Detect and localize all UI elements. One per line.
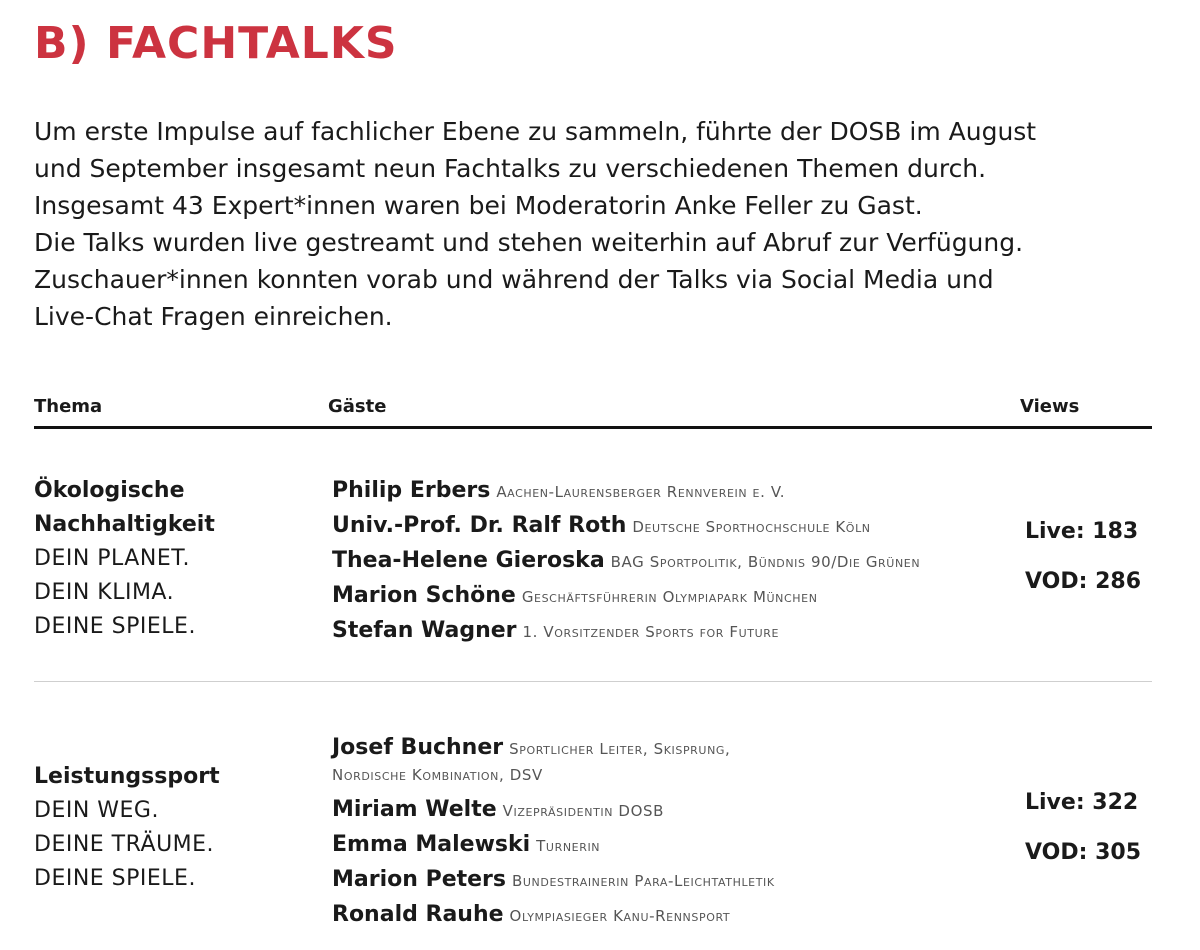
views-cell <box>1025 507 1141 607</box>
column-header-gaeste: Gäste <box>328 396 387 417</box>
topic-name: Leistungssport <box>34 764 220 789</box>
intro-line: und September insgesamt neun Fachtalks zu verschiedenen Themen durch. <box>34 154 987 183</box>
guest-role: Bundestrainerin Para-Leichtathletik <box>512 872 775 890</box>
guest-name: Marion Schöne <box>332 583 516 608</box>
topic-cell <box>34 760 314 896</box>
topic-slogan: DEINE SPIELE. <box>34 614 196 639</box>
topic-name: Nachhaltigkeit <box>34 512 215 537</box>
guest-entry <box>332 734 1012 787</box>
views-vod-value: 305 <box>1095 840 1142 865</box>
views-vod <box>1025 828 1141 878</box>
topic-name: Ökologische <box>34 478 185 503</box>
guest-name: Stefan Wagner <box>332 618 517 643</box>
intro-line: Um erste Impulse auf fachlicher Ebene zu sammeln, führte der DOSB im August <box>34 117 1037 146</box>
views-live <box>1025 778 1141 828</box>
guest-name: Emma Malewski <box>332 832 531 857</box>
guest-role: 1. Vorsitzender Sports for Future <box>522 623 780 641</box>
guest-role: BAG Sportpolitik, Bündnis 90/Die Grünen <box>610 553 921 571</box>
guest-entry <box>332 579 1012 614</box>
page-title: B) FACHTALKS <box>34 18 398 69</box>
guest-role: Olympiasieger Kanu-Rennsport <box>509 907 731 925</box>
guest-role: Deutsche Sporthochschule Köln <box>632 518 871 536</box>
guests-cell <box>332 474 1012 649</box>
views-live-label: Live: <box>1025 519 1085 544</box>
views-vod-value: 286 <box>1095 569 1142 594</box>
guest-role: Sportlicher Leiter, Skisprung, <box>509 740 731 758</box>
table-header <box>34 394 1152 429</box>
topic-slogan: DEIN KLIMA. <box>34 580 175 605</box>
topic-slogan: DEIN WEG. <box>34 798 159 823</box>
topic-cell <box>34 474 314 644</box>
views-live-label: Live: <box>1025 790 1085 815</box>
views-vod <box>1025 557 1141 607</box>
views-live <box>1025 507 1141 557</box>
column-header-thema: Thema <box>34 396 103 417</box>
views-vod-label: VOD: <box>1025 569 1088 594</box>
row-divider <box>34 681 1152 682</box>
guest-name: Marion Peters <box>332 867 506 892</box>
guest-entry <box>332 828 1012 863</box>
guest-entry <box>332 793 1012 828</box>
views-vod-label: VOD: <box>1025 840 1088 865</box>
views-live-value: 183 <box>1092 519 1139 544</box>
guest-name: Univ.-Prof. Dr. Ralf Roth <box>332 513 627 538</box>
guest-role: Geschäftsführerin Olympiapark München <box>521 588 818 606</box>
intro-line: Die Talks wurden live gestreamt und stehen weiterhin auf Abruf zur Verfügung. <box>34 228 1024 257</box>
guest-name: Miriam Welte <box>332 797 497 822</box>
topic-slogan: DEIN PLANET. <box>34 546 191 571</box>
guest-entry <box>332 474 1012 509</box>
topic-slogan: DEINE TRÄUME. <box>34 832 215 857</box>
guest-name: Josef Buchner <box>332 735 504 760</box>
views-live-value: 322 <box>1092 790 1139 815</box>
guest-role: Turnerin <box>536 837 601 855</box>
guest-entry <box>332 614 1012 649</box>
guest-entry <box>332 898 1012 933</box>
guest-role: Aachen-Laurensberger Rennverein e. V. <box>496 483 786 501</box>
topic-slogan: DEINE SPIELE. <box>34 866 196 891</box>
intro-line: Insgesamt 43 Expert*innen waren bei Moderatorin Anke Feller zu Gast. <box>34 191 923 220</box>
column-header-views: Views <box>1020 396 1080 417</box>
guest-name: Philip Erbers <box>332 478 491 503</box>
guest-entry <box>332 509 1012 544</box>
views-cell <box>1025 778 1141 878</box>
guest-name: Thea-Helene Gieroska <box>332 548 605 573</box>
guest-entry <box>332 863 1012 898</box>
intro-line: Live-Chat Fragen einreichen. <box>34 302 393 331</box>
guest-entry <box>332 544 1012 579</box>
guests-cell <box>332 734 1012 933</box>
guest-role: Vizepräsidentin DOSB <box>502 802 664 820</box>
intro-paragraph <box>34 113 1174 335</box>
guest-name: Ronald Rauhe <box>332 902 504 927</box>
intro-line: Zuschauer*innen konnten vorab und während der Talks via Social Media und <box>34 265 994 294</box>
guest-role: Nordische Kombination, DSV <box>332 766 543 784</box>
